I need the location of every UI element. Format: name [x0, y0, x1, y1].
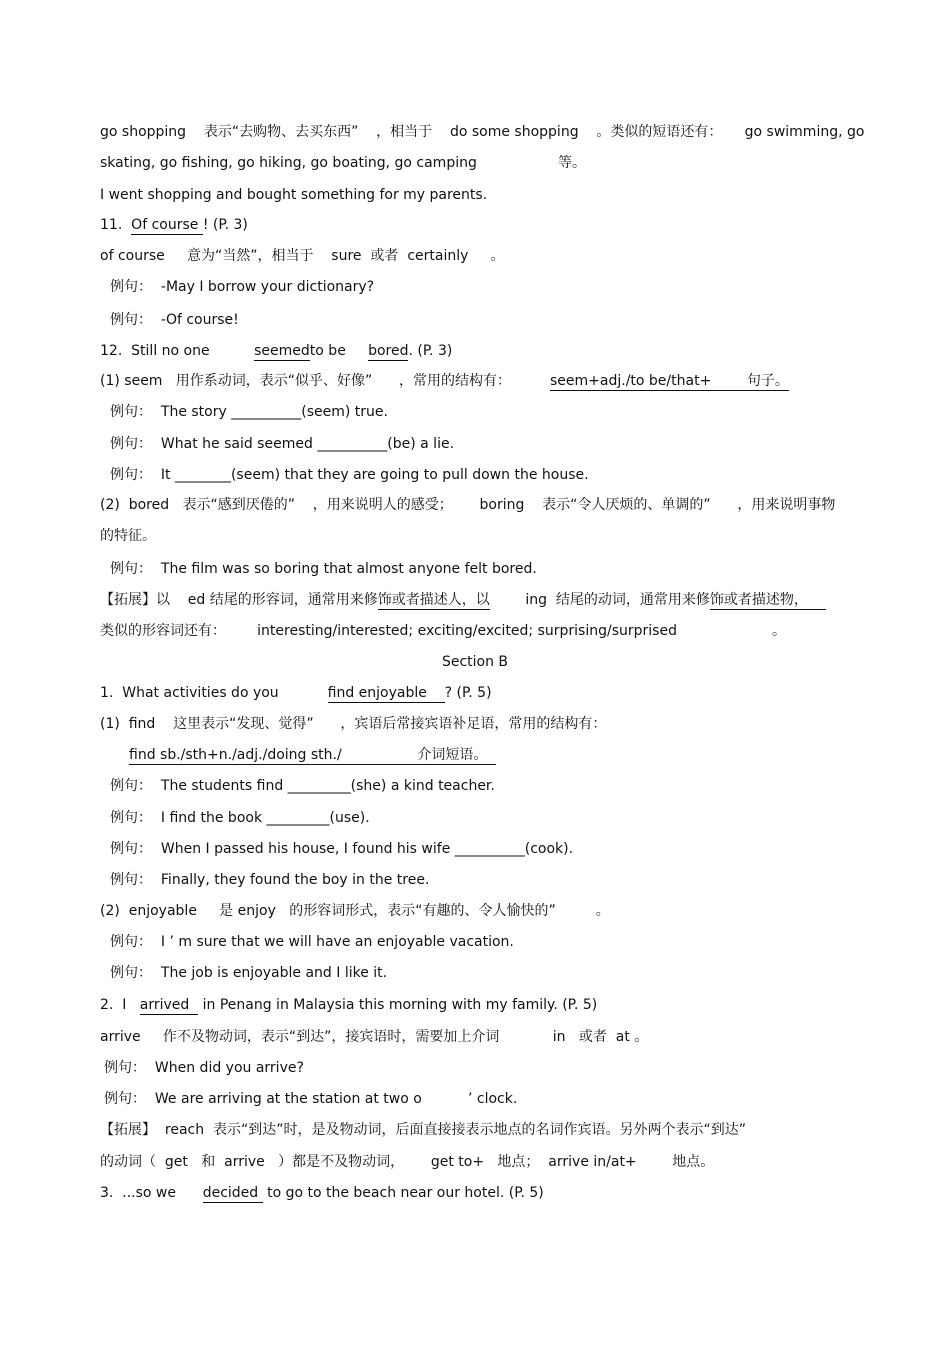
page-ref: ! (P. 3) [202, 217, 248, 233]
note-text: ing 结尾的动词，通常用来修 [489, 592, 710, 608]
item-text: 12. Still no one [100, 343, 210, 359]
key-word: arrived [139, 997, 199, 1013]
explanation: (2) bored 表示“感到厌倦的” ，用来说明人的感受； boring 表示“令人厌烦的、单调的” ，用来说明事物 [100, 497, 836, 513]
example-sentence: 例句： It ________(seem) that they are going to pull down the house. [110, 467, 589, 483]
note-underlined: 饰或者描述物， [709, 592, 826, 608]
example-sentence: 例句： I ’ m sure that we will have an enjoyable vacation. [110, 934, 514, 950]
example-sentence: 例句： The job is enjoyable and I like it. [110, 965, 388, 981]
extension-note: 的动词（ get 和 arrive ）都是不及物动词， get to+ 地点； arrive in/at+ 地点。 [100, 1154, 715, 1170]
structure-text: find sb./sth+n./adj./doing sth./ 介词短语。 [129, 747, 497, 763]
key-phrase: Of course [131, 217, 203, 233]
text-line: ’ clock. [468, 1091, 518, 1107]
example-sentence: 例句： What he said seemed __________(be) a lie. [110, 436, 455, 452]
item-text: 2. I [100, 997, 127, 1013]
example-sentence: 例句： The students find _________(she) a kind teacher. [110, 778, 495, 794]
section-heading: Section B [441, 654, 509, 670]
item-b3 [100, 1183, 544, 1203]
item-number: 11. [100, 217, 123, 233]
item-b1 [100, 683, 492, 703]
text-line: 。 [772, 623, 786, 639]
explanation: (1) seem 用作系动词，表示“似乎、好像” ，常用的结构有： [100, 373, 511, 389]
item-b2 [100, 995, 597, 1015]
example-sentence: 例句： We are arriving at the station at two o [104, 1091, 422, 1107]
item-12 [100, 341, 452, 361]
key-word: seemed [254, 343, 310, 359]
page-ref: . (P. 3) [408, 343, 453, 359]
item-text: 3. ...so we [100, 1185, 176, 1201]
example-sentence: 例句： I find the book _________(use). [110, 810, 370, 826]
structure-text: seem+adj./to be/that+ 句子。 [550, 373, 789, 389]
example-sentence: 例句： -May I borrow your dictionary? [110, 279, 375, 295]
note-underlined: 饰或者描述人，以 [377, 592, 490, 608]
item-text: to go to the beach near our hotel. (P. 5) [267, 1185, 544, 1201]
key-word: decided [202, 1185, 263, 1201]
example-sentence: 例句： The film was so boring that almost anyone felt bored. [110, 561, 537, 577]
key-phrase: find enjoyable [327, 685, 445, 701]
page-ref: ? (P. 5) [444, 685, 492, 701]
example-sentence: 例句： When did you arrive? [104, 1060, 304, 1076]
item-text: 1. What activities do you [100, 685, 279, 701]
explanation: (2) enjoyable 是 enjoy 的形容词形式，表示“有趣的、令人愉快的” 。 [100, 903, 610, 919]
text-line: go shopping 表示“去购物、去买东西” ，相当于 do some shopping 。类似的短语还有： go swimming, go [100, 124, 865, 140]
explanation: arrive 作不及物动词，表示“到达”，接宾语时，需要加上介词 in 或者 at 。 [100, 1029, 649, 1045]
text-line: 等。 [558, 155, 586, 171]
note-text: 【拓展】以 ed 结尾的形容词，通常用来修 [100, 592, 378, 608]
extension-note: 类似的形容词还有： interesting/interested; exciting/excited; surprising/surprised [100, 623, 677, 639]
example-sentence: 例句： When I passed his house, I found his wife __________(cook). [110, 841, 574, 857]
explanation: of course 意为“当然”，相当于 sure 或者 certainly 。 [100, 248, 505, 264]
explanation: 的特征。 [100, 528, 156, 544]
example-sentence: 例句： -Of course! [110, 312, 239, 328]
example-sentence: 例句： Finally, they found the boy in the tree. [110, 872, 430, 888]
explanation: (1) find 这里表示“发现、觉得” ，宾语后常接宾语补足语，常用的结构有： [100, 716, 607, 732]
structure-pattern [550, 371, 789, 391]
item-text: in Penang in Malaysia this morning with my family. (P. 5) [202, 997, 598, 1013]
item-11 [100, 215, 248, 235]
item-text: to be [309, 343, 346, 359]
key-word: bored [368, 343, 409, 359]
text-line: skating, go fishing, go hiking, go boating, go camping [100, 155, 477, 171]
extension-note [100, 590, 826, 610]
example-sentence: 例句： The story __________(seem) true. [110, 404, 388, 420]
example-sentence: I went shopping and bought something for my parents. [100, 187, 488, 203]
structure-pattern [129, 745, 496, 765]
extension-note: 【拓展】 reach 表示“到达”时，是及物动词，后面直接接表示地点的名词作宾语。另外两个表示“到达” [100, 1122, 747, 1138]
